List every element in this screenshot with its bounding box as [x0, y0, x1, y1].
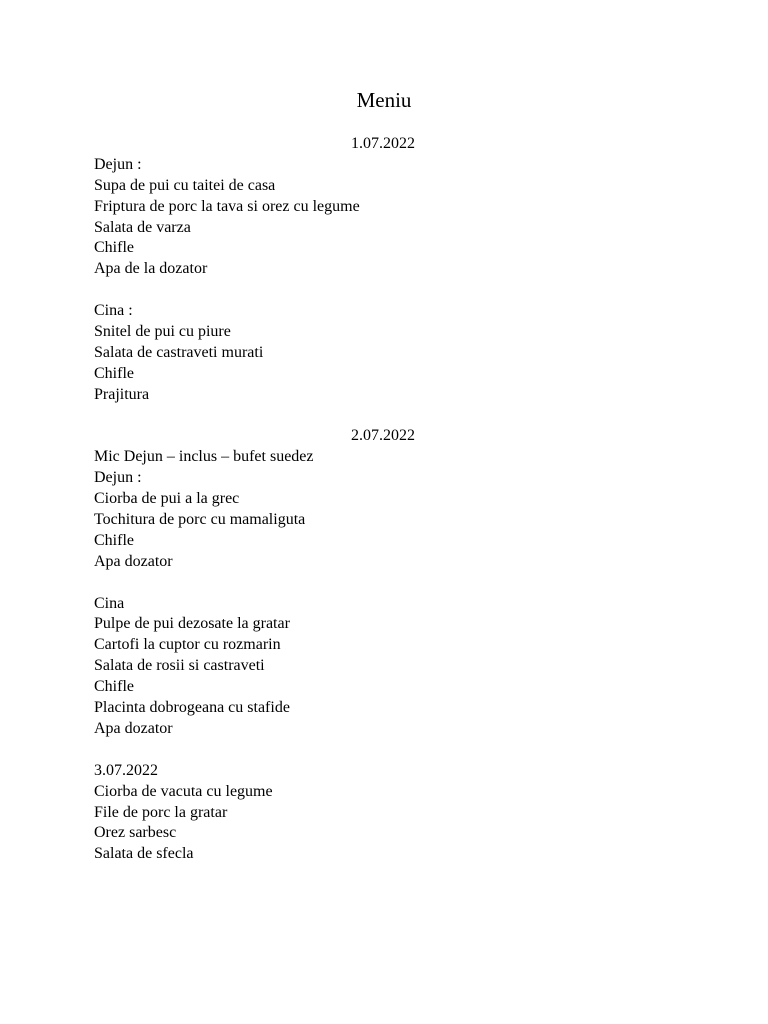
day1-dejun-item: Supa de pui cu taitei de casa — [94, 176, 276, 194]
day2-cina-item: Salata de rosii si castraveti — [94, 657, 265, 675]
menu-content — [94, 134, 694, 865]
day2-dejun-heading: Dejun : — [94, 469, 142, 487]
day2-dejun-item: Apa dozator — [94, 552, 173, 570]
day1-dejun-heading: Dejun : — [94, 155, 142, 173]
day2-cina-item: Apa dozator — [94, 719, 173, 737]
day2-cina-item: Cartofi la cuptor cu rozmarin — [94, 636, 281, 654]
day3-item: Ciorba de vacuta cu legume — [94, 782, 273, 800]
day2-date: 2.07.2022 — [351, 427, 415, 445]
day1-dejun-item: Chifle — [94, 239, 134, 257]
day1-dejun-item: Salata de varza — [94, 218, 191, 236]
day1-dejun-item: Friptura de porc la tava si orez cu legume — [94, 197, 360, 215]
day2-cina-item: Pulpe de pui dezosate la gratar — [94, 615, 290, 633]
day3-date: 3.07.2022 — [94, 761, 158, 779]
document-title: Meniu — [356, 88, 412, 112]
day2-dejun-item: Tochitura de porc cu mamaliguta — [94, 511, 306, 529]
day3-item: Orez sarbesc — [94, 824, 177, 842]
day1-cina-item: Chifle — [94, 364, 134, 382]
day3-item: File de porc la gratar — [94, 803, 228, 821]
spacer — [94, 740, 694, 761]
day1-cina-item: Salata de castraveti murati — [94, 343, 264, 361]
day1-cina-item: Prajitura — [94, 385, 150, 403]
day1-cina-item: Snitel de pui cu piure — [94, 323, 231, 341]
day1-date: 1.07.2022 — [351, 135, 415, 152]
spacer — [94, 573, 694, 594]
spacer — [94, 406, 694, 427]
day2-dejun-item: Chifle — [94, 531, 134, 549]
day1-cina-heading: Cina : — [94, 302, 133, 320]
day2-cina-item: Chifle — [94, 678, 134, 696]
day3-item: Salata de sfecla — [94, 845, 194, 863]
day2-cina-item: Placinta dobrogeana cu stafide — [94, 699, 290, 717]
day2-mic-dejun: Mic Dejun – inclus – bufet suedez — [94, 448, 314, 466]
day2-dejun-item: Ciorba de pui a la grec — [94, 490, 240, 508]
day1-dejun-item: Apa de la dozator — [94, 260, 208, 278]
spacer — [94, 280, 694, 301]
day2-cina-heading: Cina — [94, 594, 125, 612]
